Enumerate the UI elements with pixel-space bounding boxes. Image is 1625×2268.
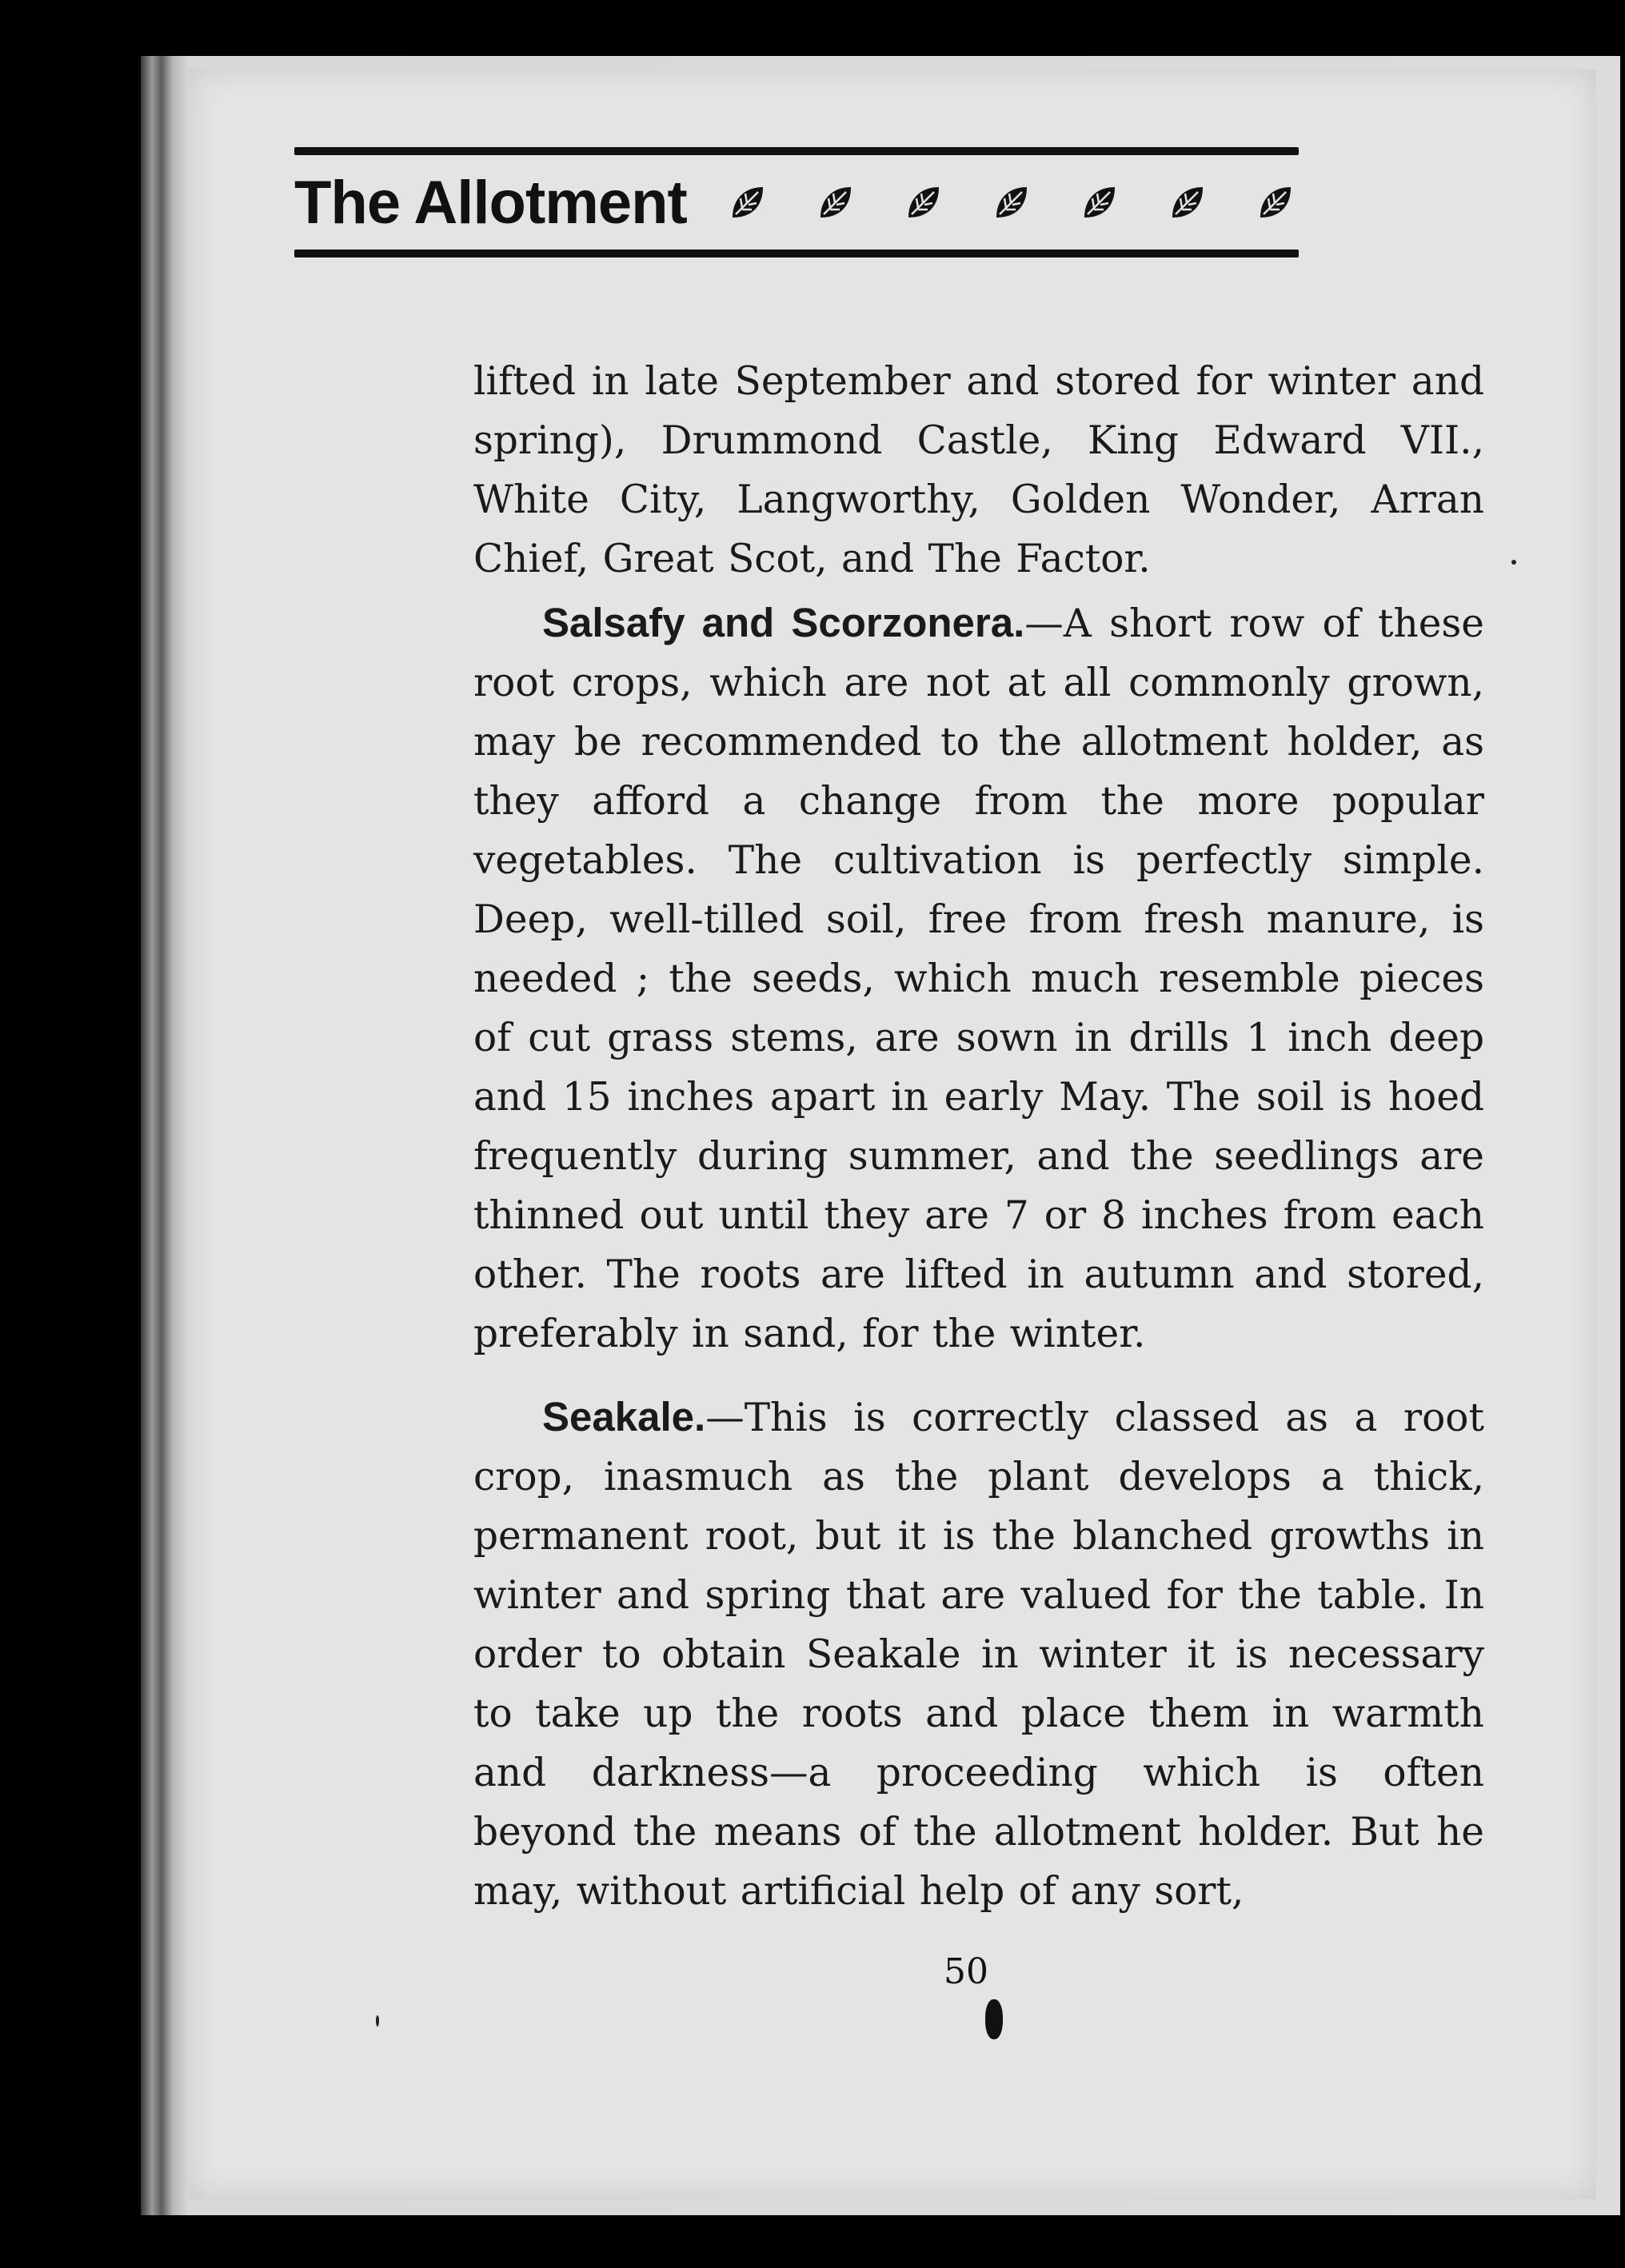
dust-speck [1511,560,1516,565]
page-number: 50 [944,1951,988,1992]
section-heading-seakale: Seakale. [542,1394,706,1439]
paragraph-continuation [473,352,1484,589]
dust-speck [376,2015,379,2026]
paragraph-seakale [473,1388,1484,1921]
header-rule-bottom [294,250,1299,258]
leaf-ornaments [728,182,1296,222]
paragraph-text: lifted in late September and stored for winter and spring), Drummond Castle, King Edward VII., White City, Langworthy, Golden Wonder, Arran Chief, Great Scot, and The Factor. [473,359,1484,581]
paragraph-text: —A short row of these root crops, which are not at all commonly grown, may be recommended to the allotment holder, as they afford a change from the more popular vegetables. The cultivation is perfectly simple. Deep, well-tilled soil, free from fresh manure, is needed ; the seeds, which much resemble pieces of cut grass stems, are sown in drills 1 inch deep and 15 inches apart in early May. The soil is hoed frequently during summer, and the seedlings are thinned out until they are 7 or 8 inches from each other. The roots are lifted in autumn and stored, preferably in sand, for the winter. [473,601,1484,1356]
ink-blot [985,1999,1003,2039]
running-title: The Allotment [294,168,687,237]
header-row [294,155,1299,250]
leaf-ornament-icon [1256,182,1296,222]
section-heading-salsafy: Salsafy and Scorzonera. [542,600,1025,645]
body-text [473,352,1484,1921]
header-rule-top [294,147,1299,155]
leaf-ornament-icon [1168,182,1208,222]
paragraph-salsafy [473,593,1484,1364]
leaf-ornament-icon [728,182,768,222]
leaf-ornament-icon [816,182,856,222]
leaf-ornament-icon [992,182,1032,222]
leaf-ornament-icon [1080,182,1120,222]
running-header [294,147,1299,258]
paragraph-text: —This is correctly classed as a root crop, inasmuch as the plant develops a thick, permanent root, but it is the blanched growths in winter and spring that are valued for the table. In order to obtain Seakale in winter it is necessary to take up the roots and place them in warmth and darkness—a proceeding which is often beyond the means of the allotment holder. But he may, without artificial help of any sort, [473,1396,1484,1914]
leaf-ornament-icon [904,182,944,222]
